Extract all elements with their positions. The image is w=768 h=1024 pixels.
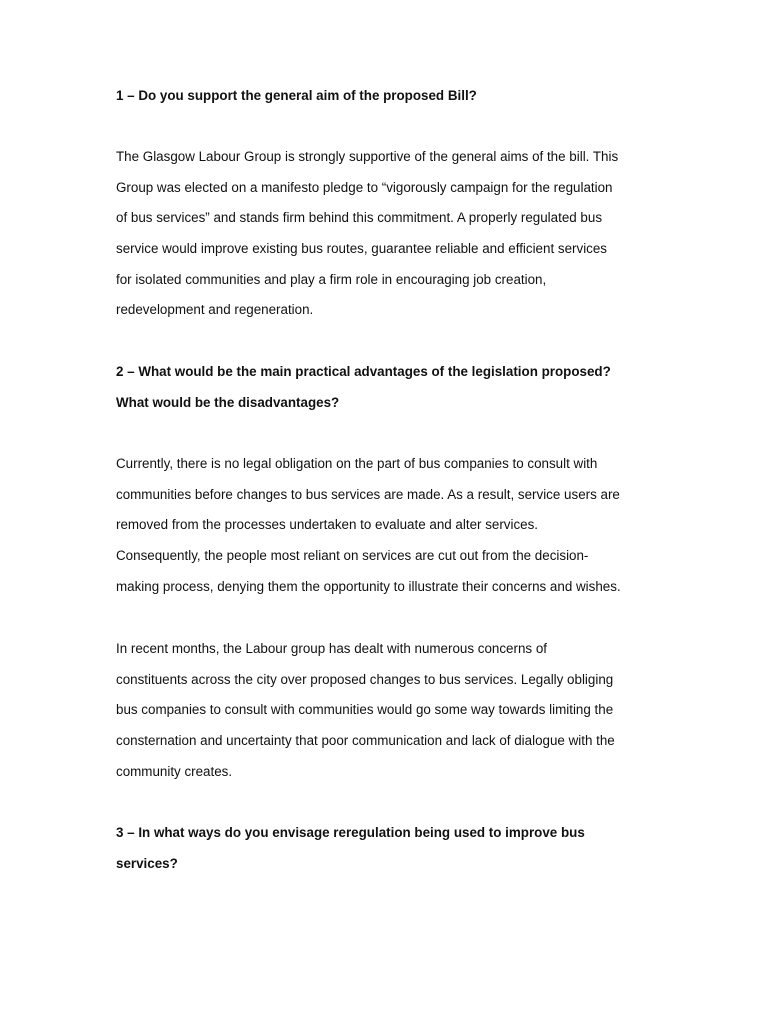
answer-line: Consequently, the people most reliant on services are cut out from the decision- [116,548,589,563]
answer-line: Group was elected on a manifesto pledge to “vigorously campaign for the regulation [116,180,613,195]
question-2-line-1: 2 – What would be the main practical advantages of the legislation proposed? [116,364,611,379]
answer-line: redevelopment and regeneration. [116,302,314,317]
answer-line: constituents across the city over proposed changes to bus services. Legally obliging [116,672,614,687]
answer-line: In recent months, the Labour group has dealt with numerous concerns of [116,641,547,656]
question-1-line-1: 1 – Do you support the general aim of the proposed Bill? [116,88,477,103]
answer-line: service would improve existing bus routes, guarantee reliable and efficient services [116,241,608,256]
question-3-line-2: services? [116,856,178,871]
answer-line: for isolated communities and play a firm role in encouraging job creation, [116,272,547,287]
answer-line: consternation and uncertainty that poor communication and lack of dialogue with the [116,733,615,748]
question-3-line-1: 3 – In what ways do you envisage reregulation being used to improve bus [116,825,585,840]
answer-line: community creates. [116,764,233,779]
answer-line: removed from the processes undertaken to evaluate and alter services. [116,517,539,532]
answer-line: The Glasgow Labour Group is strongly supportive of the general aims of the bill. This [116,149,619,164]
answer-line: of bus services” and stands firm behind this commitment. A properly regulated bus [116,210,603,225]
answer-line: making process, denying them the opportunity to illustrate their concerns and wishes. [116,579,621,594]
answer-line: communities before changes to bus services are made. As a result, service users are [116,487,620,502]
answer-line: bus companies to consult with communities would go some way towards limiting the [116,702,614,717]
answer-line: Currently, there is no legal obligation on the part of bus companies to consult with [116,456,598,471]
question-2-line-2: What would be the disadvantages? [116,395,340,410]
